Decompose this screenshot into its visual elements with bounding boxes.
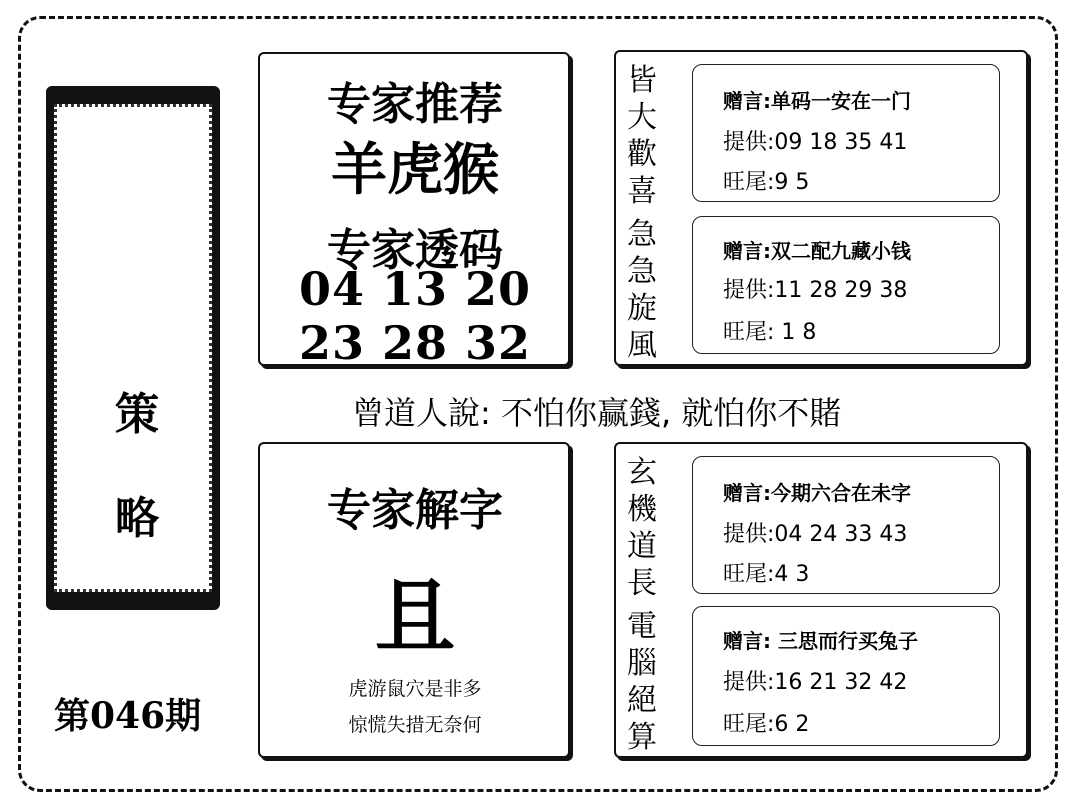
tip-card-2 <box>692 216 1000 354</box>
decode-poem-line2: 惊慌失措无奈何 <box>348 714 482 736</box>
tip-card-1 <box>692 64 1000 202</box>
lucky-tail: 旺尾:4 3 <box>723 562 810 587</box>
section-label-1: 皆 大 歡 喜 <box>627 63 657 209</box>
recommend-title: 专家推荐 <box>327 79 503 130</box>
tip-card-3 <box>692 456 1000 594</box>
provide-numbers: 提供:16 21 32 42 <box>723 670 908 695</box>
daoren-saying: 曾道人說: 不怕你赢錢, 就怕你不賭 <box>352 394 842 432</box>
issue-label: 第046期 <box>54 695 202 737</box>
tip-card-4 <box>692 606 1000 746</box>
decode-title: 专家解字 <box>327 485 503 536</box>
lucky-tail: 旺尾: 1 8 <box>723 320 817 345</box>
decode-glyph: 且 <box>375 569 455 663</box>
lucky-tail: 旺尾:9 5 <box>723 170 810 195</box>
recommend-numbers-row2: 23 28 32 <box>298 316 532 370</box>
tip-text: 赠言: 三思而行买兔子 <box>723 629 918 653</box>
tips-panel-bottom <box>614 442 1028 758</box>
expert-decode-box <box>258 442 570 758</box>
provide-numbers: 提供:09 18 35 41 <box>723 130 908 155</box>
scroll-char-2: 略 <box>115 493 159 544</box>
lucky-tail: 旺尾:6 2 <box>723 712 810 737</box>
tip-text: 赠言:今期六合在未字 <box>723 481 911 505</box>
recommend-zodiacs: 羊虎猴 <box>331 137 499 203</box>
tip-text: 赠言:单码一安在一门 <box>723 89 911 113</box>
tips-panel-top <box>614 50 1028 366</box>
scroll-char-1: 策 <box>115 389 159 440</box>
section-label-4: 電 腦 絕 算 <box>627 609 657 755</box>
recommend-subtitle: 专家透码 <box>327 225 503 276</box>
expert-recommend-box <box>258 52 570 370</box>
section-label-3: 玄 機 道 長 <box>627 455 657 601</box>
tip-text: 赠言:双二配九藏小钱 <box>723 239 911 263</box>
provide-numbers: 提供:04 24 33 43 <box>723 522 908 547</box>
provide-numbers: 提供:11 28 29 38 <box>723 278 908 303</box>
section-label-2: 急 急 旋 風 <box>627 217 657 363</box>
decode-poem-line1: 虎游鼠穴是非多 <box>348 678 482 700</box>
recommend-numbers-row1: 04 13 20 <box>298 262 532 316</box>
